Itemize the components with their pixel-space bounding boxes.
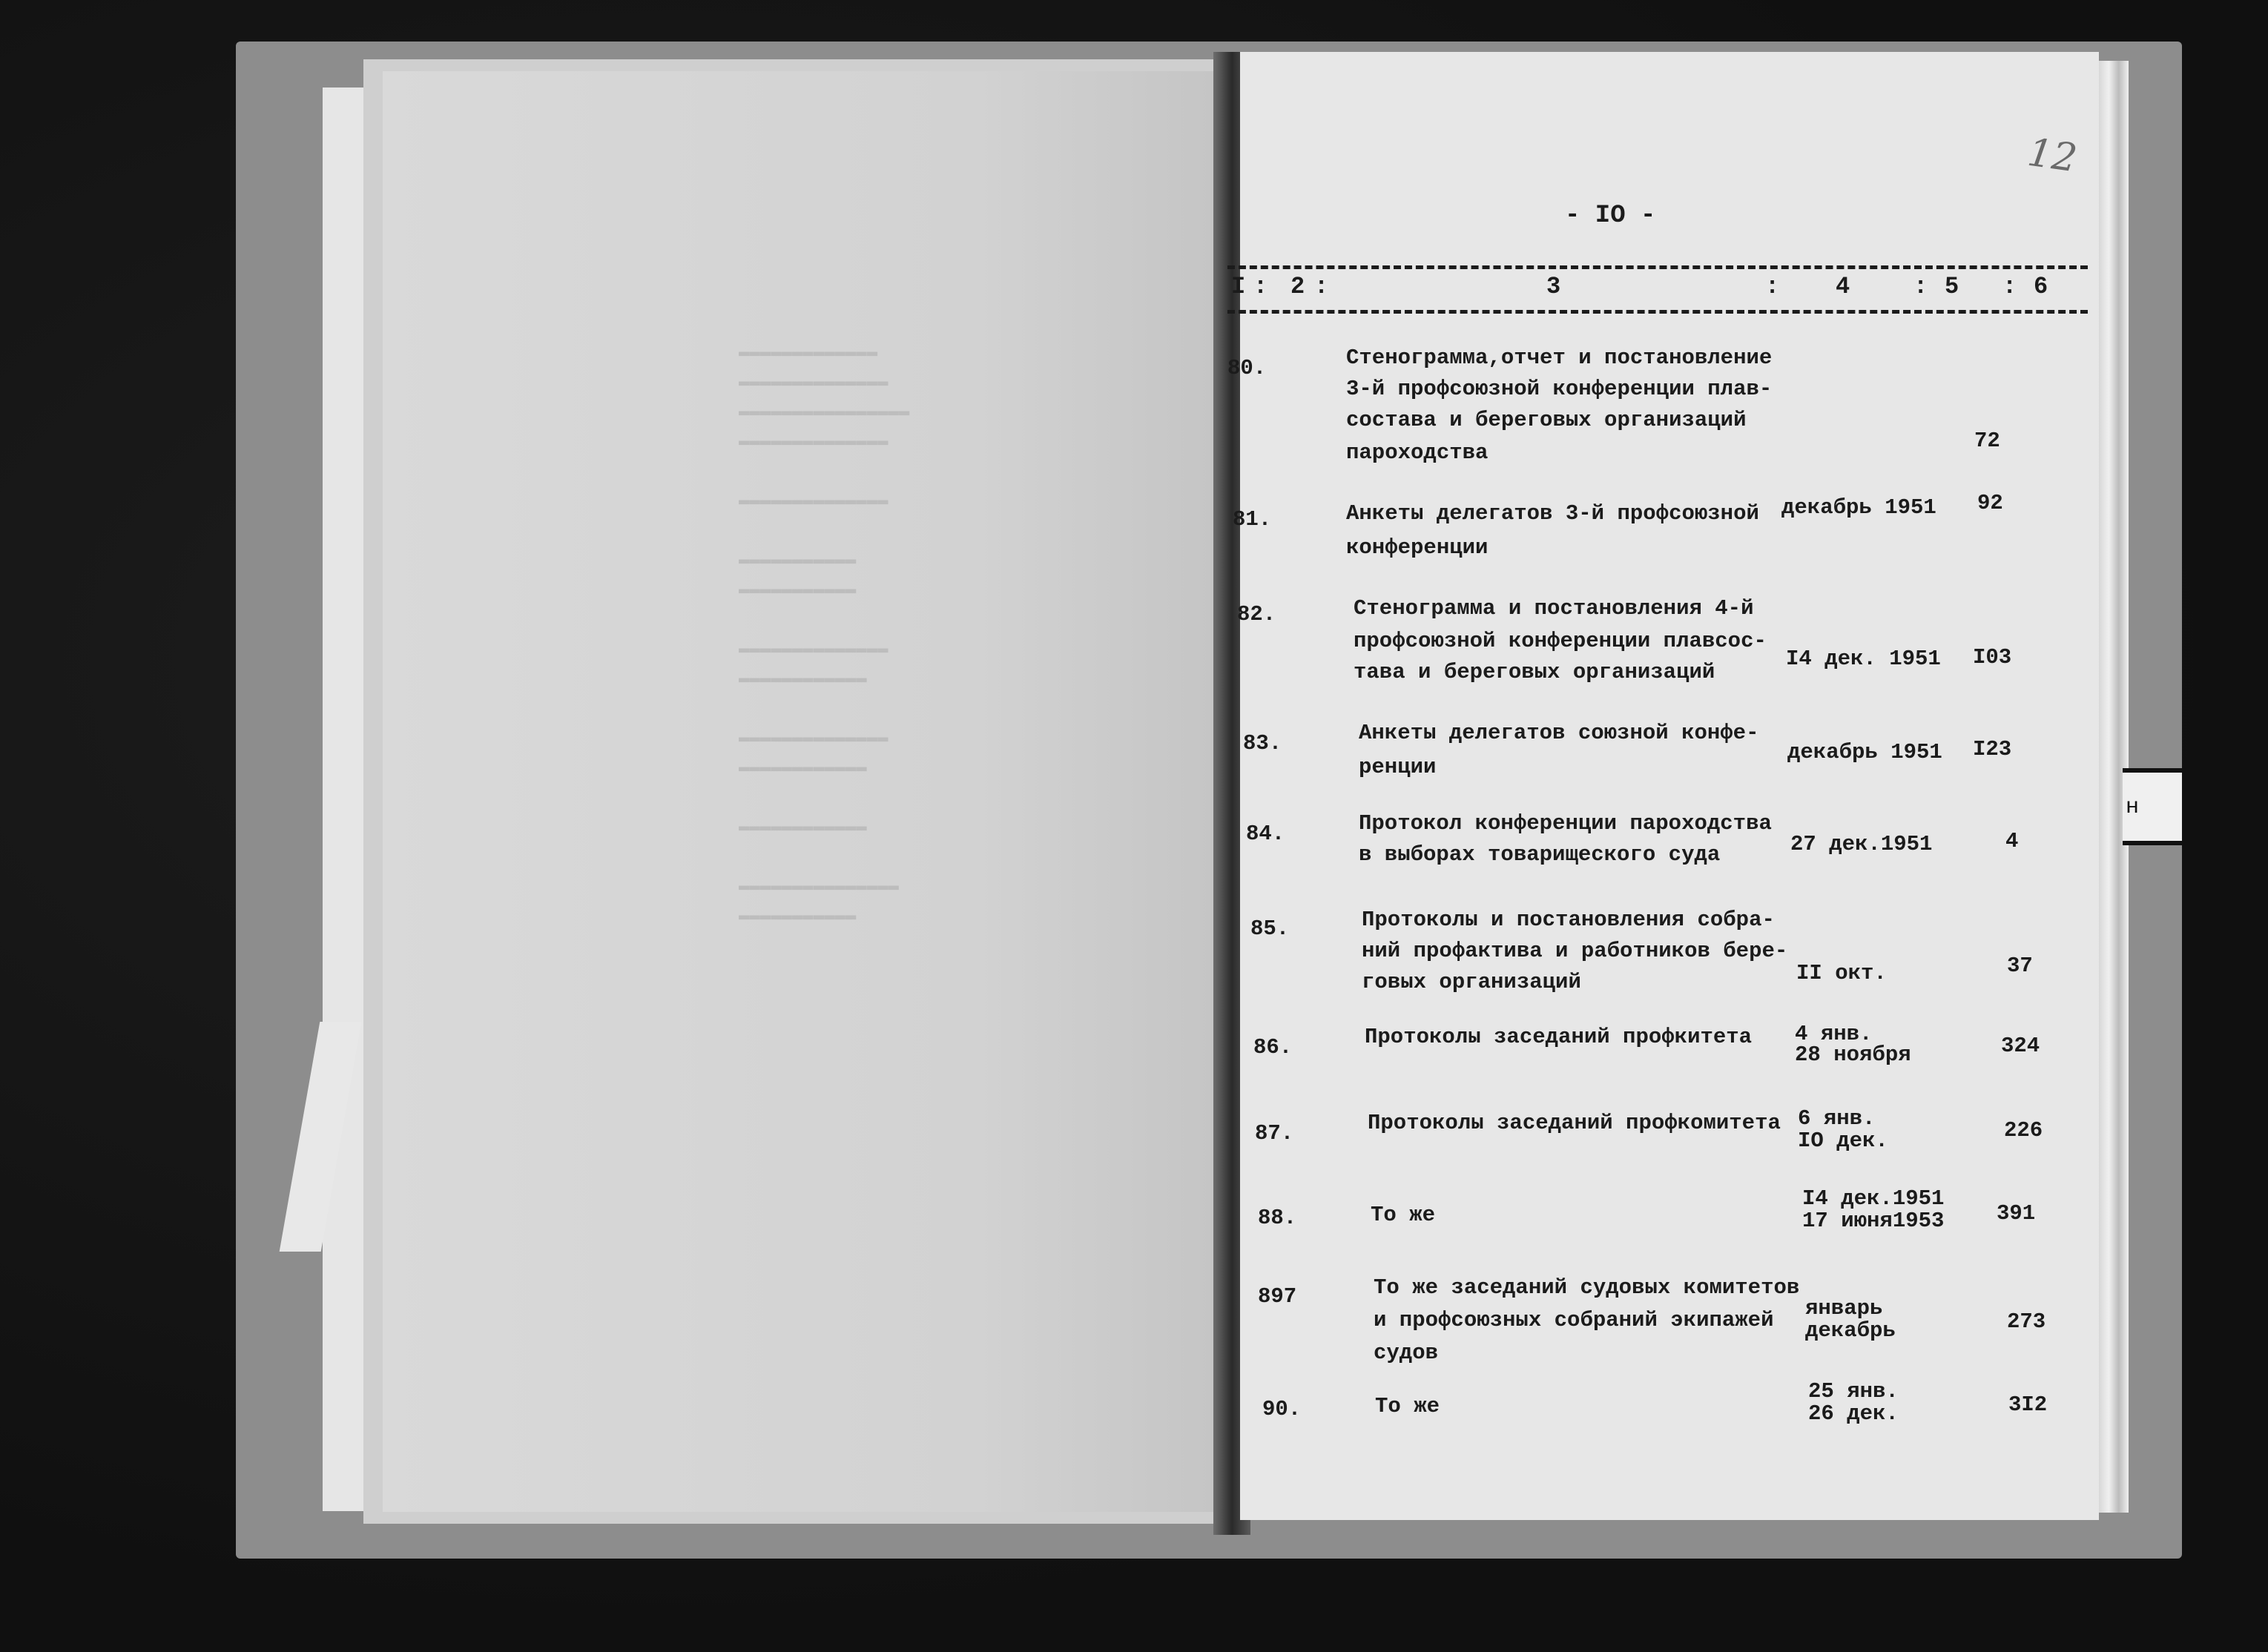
entry-pages: 324 xyxy=(2001,1034,2040,1058)
entry-title-line: состава и береговых организаций xyxy=(1346,408,1747,432)
col-header-3: 3 xyxy=(1546,273,1561,300)
entry-title-line: тава и береговых организаций xyxy=(1354,660,1715,684)
entry-pages: 273 xyxy=(2007,1309,2046,1334)
entry-date: декабрь xyxy=(1805,1318,1896,1343)
left-page-bleedthrough xyxy=(383,71,1230,1512)
page-tab-letter: н xyxy=(2126,795,2140,820)
entry-date: I4 дек. 1951 xyxy=(1786,647,1941,671)
entry-pages: 72 xyxy=(1974,429,2000,453)
entry-title-line: Стенограмма,отчет и постановление xyxy=(1346,346,1773,370)
entry-number: 85. xyxy=(1250,916,1290,941)
entry-date: январь xyxy=(1805,1296,1883,1321)
entry-number: 90. xyxy=(1262,1397,1302,1421)
col-separator: : xyxy=(2002,273,2017,300)
header-rule-bottom xyxy=(1227,310,2088,314)
entry-number: 86. xyxy=(1253,1035,1293,1060)
entry-number: 81. xyxy=(1233,507,1272,532)
entry-date: 27 дек.1951 xyxy=(1790,832,1933,856)
entry-title-line: Протокол конференции пароходства xyxy=(1359,811,1772,836)
entry-pages: I23 xyxy=(1973,737,2012,761)
entry-number: 83. xyxy=(1243,731,1282,756)
col-separator: : xyxy=(1314,273,1329,300)
entry-title-line: Анкеты делегатов союзной конфе- xyxy=(1359,721,1759,745)
page-tab xyxy=(2123,768,2182,845)
entry-number: 897 xyxy=(1258,1284,1297,1309)
entry-title-line: ренции xyxy=(1359,755,1437,779)
entry-title-line: Протоколы заседаний профкомитета xyxy=(1368,1111,1781,1135)
col-header-5: 5 xyxy=(1945,273,1959,300)
entry-title-line: и профсоюзных собраний экипажей xyxy=(1374,1308,1774,1332)
entry-title-line: в выборах товарищеского суда xyxy=(1359,842,1721,867)
entry-pages: 391 xyxy=(1997,1201,2036,1226)
entry-number: 84. xyxy=(1246,822,1285,846)
entry-number: 87. xyxy=(1255,1121,1294,1146)
col-header-1: I xyxy=(1231,273,1246,300)
entry-title-line: Анкеты делегатов 3-й профсоюзной xyxy=(1346,501,1759,526)
entry-title-line: судов xyxy=(1374,1341,1439,1365)
entry-date: 4 янв. xyxy=(1795,1022,1873,1046)
col-header-6: 6 xyxy=(2034,273,2048,300)
entry-date: 28 ноября xyxy=(1795,1043,1911,1067)
entry-title-line: конференции xyxy=(1346,535,1489,560)
col-separator: : xyxy=(1253,273,1268,300)
header-rule-top xyxy=(1227,265,2088,269)
entry-title-line: профсоюзной конференции плавсос- xyxy=(1354,629,1767,653)
entry-number: 82. xyxy=(1237,602,1276,627)
entry-number: 80. xyxy=(1227,356,1267,380)
entry-date: I4 дек.1951 xyxy=(1802,1186,1945,1211)
entry-title-line: говых организаций xyxy=(1362,970,1581,994)
entry-title-line: ний профактива и работников бере- xyxy=(1362,939,1788,963)
entry-title-line: То же xyxy=(1375,1394,1440,1418)
page-number: - IO - xyxy=(1565,202,1656,230)
entry-date: II окт. xyxy=(1796,961,1887,985)
entry-date: декабрь 1951 xyxy=(1787,740,1942,764)
entry-date: декабрь 1951 xyxy=(1781,495,1936,520)
inserted-sheet-edge xyxy=(323,87,364,1511)
entry-date: 25 янв. xyxy=(1808,1379,1899,1404)
entry-pages: 3I2 xyxy=(2008,1392,2048,1417)
bleedthrough-text: ▬▬▬▬▬▬▬▬▬▬▬▬▬ ▬▬▬▬▬▬▬▬▬▬▬▬▬▬ ▬▬▬▬▬▬▬▬▬▬▬▬▬▬▬▬ ▬▬▬▬▬▬▬▬▬▬▬▬▬▬ ▬▬▬▬▬▬▬▬▬▬▬▬▬▬ ▬▬▬▬▬▬▬▬▬▬▬ ▬▬▬▬▬▬▬▬▬▬▬ ▬▬▬▬▬▬▬▬▬▬▬▬▬▬ ▬▬▬▬▬▬▬▬▬▬▬▬ ▬▬▬▬▬▬▬▬▬▬▬▬▬▬ ▬▬▬▬▬▬▬▬▬▬▬▬ ▬▬▬▬▬▬▬▬▬▬▬▬ ▬▬▬▬▬▬▬▬▬▬▬▬▬▬▬ ▬▬▬▬▬▬▬▬▬▬▬ xyxy=(739,343,910,926)
entry-date: 6 янв. xyxy=(1798,1106,1876,1131)
entry-title-line: 3-й профсоюзной конференции плав- xyxy=(1346,377,1773,401)
entry-title-line: пароходства xyxy=(1346,440,1489,465)
entry-date: 17 июня1953 xyxy=(1802,1209,1945,1233)
entry-title-line: Протоколы и постановления собра- xyxy=(1362,908,1775,932)
col-header-4: 4 xyxy=(1836,273,1850,300)
entry-title-line: Стенограмма и постановления 4-й xyxy=(1354,596,1754,621)
entry-pages: 226 xyxy=(2004,1118,2043,1143)
entry-title-line: То же xyxy=(1371,1203,1436,1227)
entry-pages: I03 xyxy=(1973,645,2012,670)
entry-pages: 37 xyxy=(2007,954,2033,978)
col-separator: : xyxy=(1765,273,1780,300)
entry-pages: 92 xyxy=(1977,491,2003,515)
col-separator: : xyxy=(1913,273,1928,300)
entry-date: 26 дек. xyxy=(1808,1401,1899,1426)
entry-date: IO дек. xyxy=(1798,1129,1888,1153)
col-header-2: 2 xyxy=(1290,273,1305,300)
entry-title-line: Протоколы заседаний профкитета xyxy=(1365,1025,1753,1049)
entry-pages: 4 xyxy=(2005,829,2019,853)
entry-title-line: То же заседаний судовых комитетов xyxy=(1374,1275,1800,1300)
pencil-folio-mark: 12 xyxy=(2025,130,2080,182)
entry-number: 88. xyxy=(1258,1206,1297,1230)
left-page xyxy=(363,59,1230,1524)
